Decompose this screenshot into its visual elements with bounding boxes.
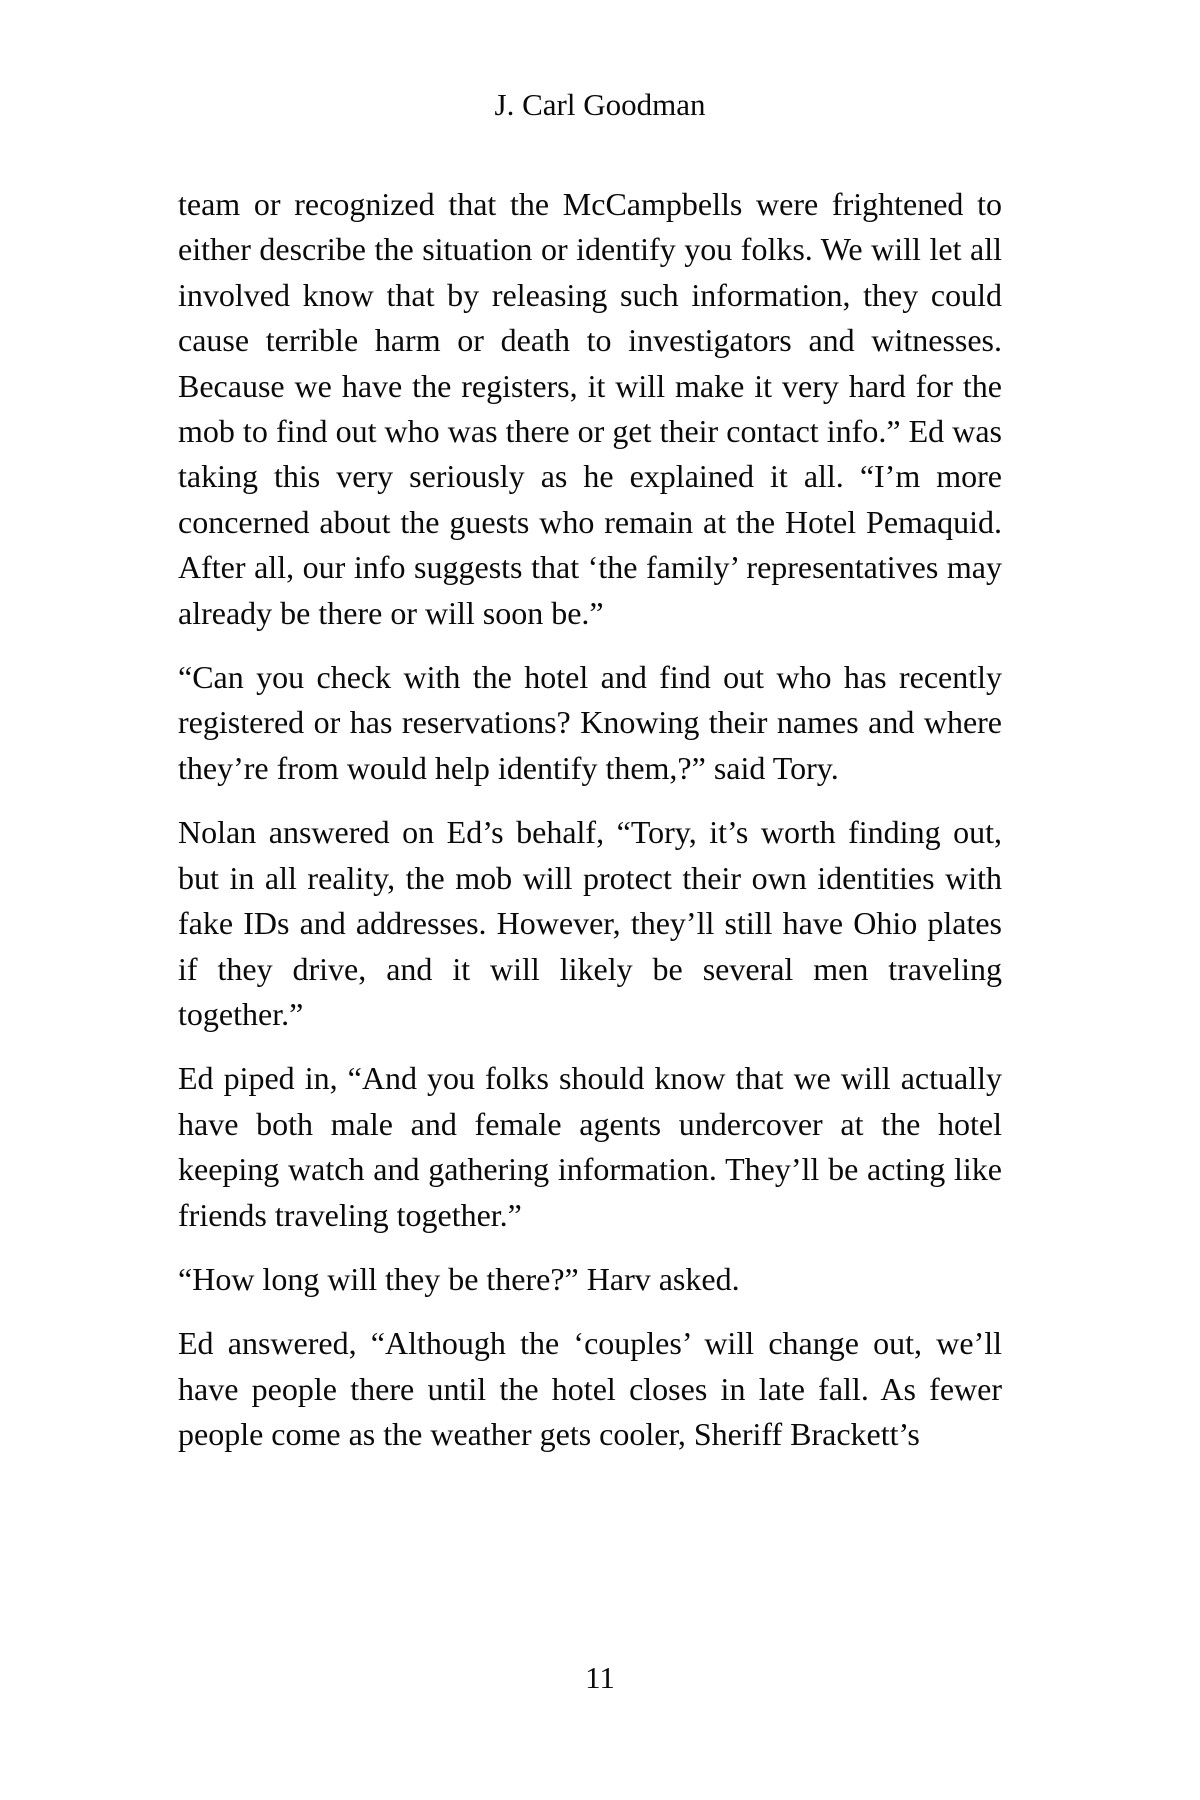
body-paragraph: Ed piped in, “And you folks should know that we will actually have both male and female agents undercover at the hotel keeping watch and gathering information. They’ll be acting like friends traveling together.”: [178, 1060, 1002, 1233]
body-paragraph: Ed answered, “Although the ‘couples’ will change out, we’ll have people there until the hotel closes in late fall. As fewer people come as the weather gets cooler, Sheriff Brackett’s: [178, 1325, 1002, 1453]
body-paragraph: “Can you check with the hotel and find out who has recently registered or has reservations? Knowing their names and where they’re from would help identify them,?” said Tory.: [178, 659, 1002, 786]
body-paragraph: team or recognized that the McCampbells were frightened to either describe the situation or identify you folks. We will let all involved know that by releasing such information, they could cause terrible harm or death to investigators and witnesses. Because we have the registers, it will make it very hard for the mob to find out who was there or get their contact info.” Ed was taking this very seriously as he explained it all. “I’m more concerned about the guests who remain at the Hotel Pemaquid. After all, our info suggests that ‘the family’ representatives may already be there or will soon be.”: [178, 186, 1002, 631]
body-text-block: [178, 182, 1002, 1477]
running-header-author: J. Carl Goodman: [494, 87, 706, 122]
body-paragraph: “How long will they be there?” Harv asked.: [178, 1260, 740, 1297]
page-number: 11: [585, 1660, 615, 1695]
body-paragraph: Nolan answered on Ed’s behalf, “Tory, it’s worth finding out, but in all reality, the mob will protect their own identities with fake IDs and addresses. However, they’ll still have Ohio plates if they drive, and it will likely be several men traveling together.”: [178, 814, 1002, 1032]
